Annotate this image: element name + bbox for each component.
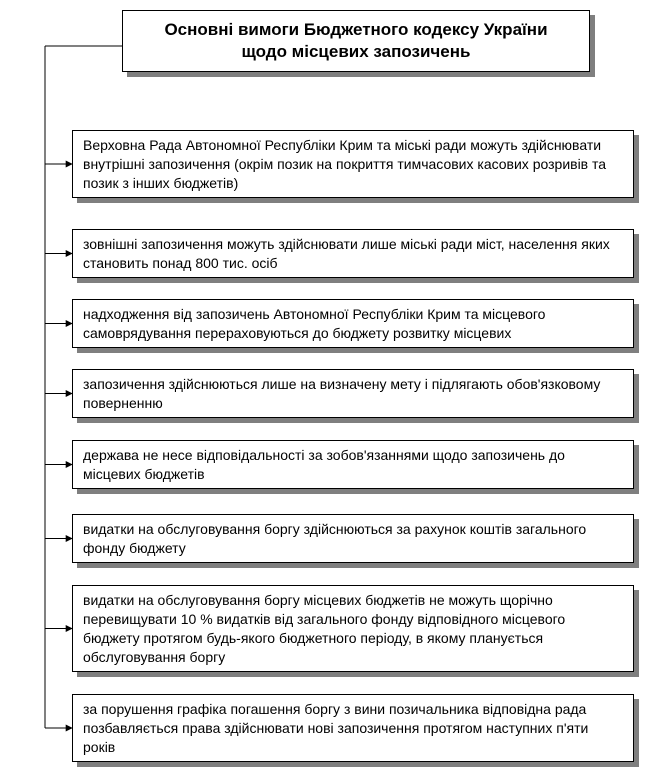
diagram-title <box>122 10 590 72</box>
requirement-box-1: Верховна Рада Автономної Республіки Крим та міські ради можуть здійснювати внутрішні запозичення (окрім позик на покриття тимчасових касових розривів та позик з інших бюджетів) <box>72 130 634 198</box>
title-line-1: Основні вимоги Бюджетного кодексу України <box>164 20 548 39</box>
requirement-box-7: видатки на обслуговування боргу місцевих бюджетів не можуть щорічно перевищувати 10 % видатків від загального фонду відповідного місцевого бюджету протягом будь-якого бюджетного періоду, в якому планується обслуговування боргу <box>72 585 634 672</box>
requirement-box-6: видатки на обслуговування боргу здійснюються за рахунок коштів загального фонду бюджету <box>72 514 634 563</box>
requirement-box-4: запозичення здійснюються лише на визначену мету і підлягають обов'язковому поверненню <box>72 369 634 418</box>
requirement-box-3: надходження від запозичень Автономної Республіки Крим та місцевого самоврядування перераховуються до бюджету розвитку місцевих <box>72 299 634 348</box>
title-line-2: щодо місцевих запозичень <box>241 42 471 61</box>
requirement-box-8: за порушення графіка погашення боргу з вини позичальника відповідна рада позбавляється права здійснювати нові запозичення протягом наступних п'яти років <box>72 694 634 762</box>
requirement-box-2: зовнішні запозичення можуть здійснювати лише міські ради міст, населення яких становить понад 800 тис. осіб <box>72 229 634 278</box>
requirement-box-5: держава не несе відповідальності за зобов'язаннями щодо запозичень до місцевих бюджетів <box>72 440 634 489</box>
